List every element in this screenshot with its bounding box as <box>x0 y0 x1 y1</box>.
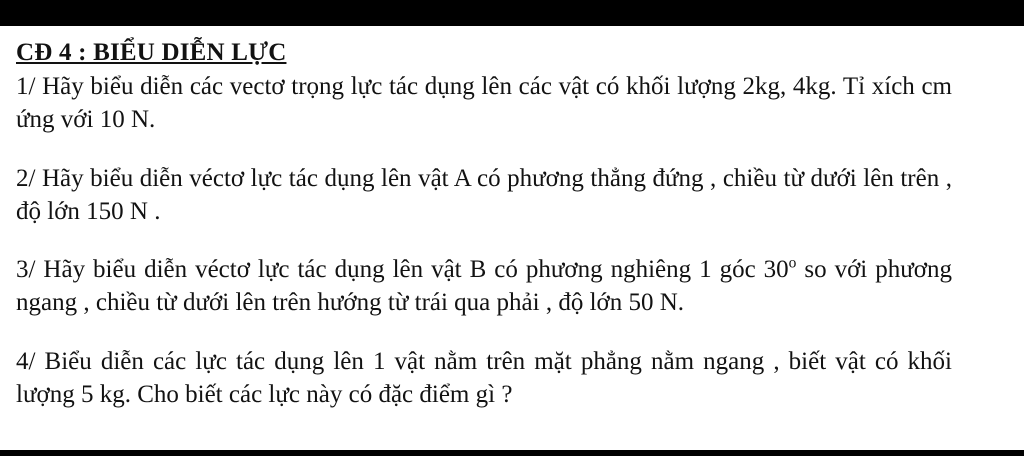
exercise-item-4: 4/ Biểu diễn các lực tác dụng lên 1 vật nằm trên mặt phẳng nằm ngang , biết vật có khối lượng 5 kg. Cho biết các lực này có đặc điểm gì ? <box>16 347 952 408</box>
degree-superscript: o <box>788 254 797 272</box>
exercise-item-1: 1/ Hãy biểu diễn các vectơ trọng lực tác dụng lên các vật có khối lượng 2kg, 4kg. Tỉ xích cm ứng với 10 N. <box>16 73 952 134</box>
bottom-letterbox-bar <box>0 450 1024 456</box>
document-content <box>0 26 1024 450</box>
top-letterbox-bar <box>0 0 1024 26</box>
page-title: CĐ 4 : BIỂU DIỄN LỰC <box>16 39 287 66</box>
exercise-item-2: 2/ Hãy biểu diễn véctơ lực tác dụng lên vật A có phương thẳng đứng , chiều từ dưới lên trên , độ lớn 150 N . <box>16 164 952 225</box>
exercise-item-3-text-after: so với phương ngang , chiều từ dưới lên trên hướng từ trái qua phải , độ lớn 50 N. <box>16 256 952 317</box>
exercise-item-3 <box>16 253 952 320</box>
exercise-item-3-text-before: 3/ Hãy biểu diễn véctơ lực tác dụng lên vật B có phương nghiêng 1 góc 30 <box>16 256 789 283</box>
